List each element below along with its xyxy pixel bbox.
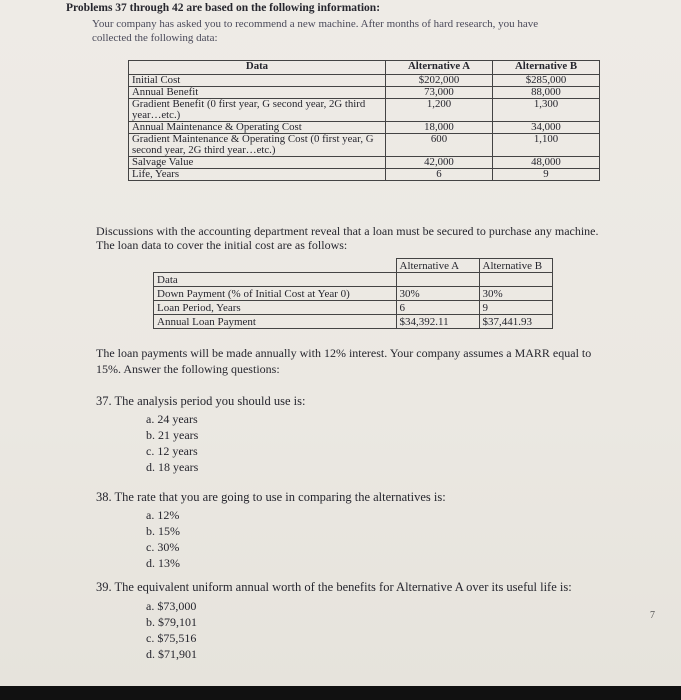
table-row: Loan Period, Years 6 9 bbox=[154, 301, 553, 315]
q39-option-c: c. $75,516 bbox=[146, 631, 197, 645]
q38-option-a: a. 12% bbox=[146, 508, 180, 522]
table-row: Annual Maintenance & Operating Cost 18,000 34,000 bbox=[129, 122, 600, 134]
table-row: Life, Years 6 9 bbox=[129, 169, 600, 181]
table-row: Salvage Value 42,000 48,000 bbox=[129, 157, 600, 169]
table-row: Initial Cost $202,000 $285,000 bbox=[129, 75, 600, 87]
q38-option-c: c. 30% bbox=[146, 540, 180, 554]
problem-header: Problems 37 through 42 are based on the following information: bbox=[66, 2, 381, 14]
q37-option-c: c. 12 years bbox=[146, 444, 198, 458]
q39-option-d: d. $71,901 bbox=[146, 647, 197, 661]
q39-option-b: b. $79,101 bbox=[146, 615, 197, 629]
table-row: Annual Benefit 73,000 88,000 bbox=[129, 87, 600, 99]
bottom-bar bbox=[0, 686, 681, 700]
q38-option-d: d. 13% bbox=[146, 556, 180, 570]
loan-col-header-alt-b: Alternative B bbox=[479, 259, 552, 273]
table-row: Data bbox=[154, 273, 553, 287]
question-38: 38. The rate that you are going to use in comparing the alternatives is: bbox=[96, 490, 446, 504]
question-37: 37. The analysis period you should use is: bbox=[96, 394, 306, 408]
intro-line-1: Your company has asked you to recommend a new machine. After months of hard research, you have bbox=[92, 18, 539, 30]
intro-line-2: collected the following data: bbox=[92, 32, 218, 44]
q37-option-b: b. 21 years bbox=[146, 428, 199, 442]
page-number: 7 bbox=[650, 610, 655, 621]
q38-option-b: b. 15% bbox=[146, 524, 180, 538]
col-header-data: Data bbox=[129, 61, 386, 75]
q37-option-d: d. 18 years bbox=[146, 460, 199, 474]
col-header-alt-b: Alternative B bbox=[493, 61, 600, 75]
q39-option-a: a. $73,000 bbox=[146, 599, 197, 613]
loan-text-line-2: 15%. Answer the following questions: bbox=[96, 362, 280, 376]
table-row: Gradient Maintenance & Operating Cost (0 first year, G second year, 2G third year…etc.) 600 1,100 bbox=[129, 134, 600, 157]
discussion-line-1: Discussions with the accounting department reveal that a loan must be secured to purchase any machine. bbox=[96, 224, 599, 238]
machine-data-table bbox=[128, 60, 600, 181]
discussion-line-2: The loan data to cover the initial cost are as follows: bbox=[96, 238, 348, 252]
question-39: 39. The equivalent uniform annual worth of the benefits for Alternative A over its useful life is: bbox=[96, 580, 572, 594]
table-row: Gradient Benefit (0 first year, G second year, 2G third year…etc.) 1,200 1,300 bbox=[129, 99, 600, 122]
q37-option-a: a. 24 years bbox=[146, 412, 198, 426]
loan-data-table bbox=[153, 258, 553, 329]
col-header-alt-a: Alternative A bbox=[386, 61, 493, 75]
loan-col-header-alt-a: Alternative A bbox=[396, 259, 479, 273]
loan-text-line-1: The loan payments will be made annually with 12% interest. Your company assumes a MARR equal to bbox=[96, 346, 592, 360]
table-row: Down Payment (% of Initial Cost at Year 0) 30% 30% bbox=[154, 287, 553, 301]
table-row: Annual Loan Payment $34,392.11 $37,441.93 bbox=[154, 315, 553, 329]
